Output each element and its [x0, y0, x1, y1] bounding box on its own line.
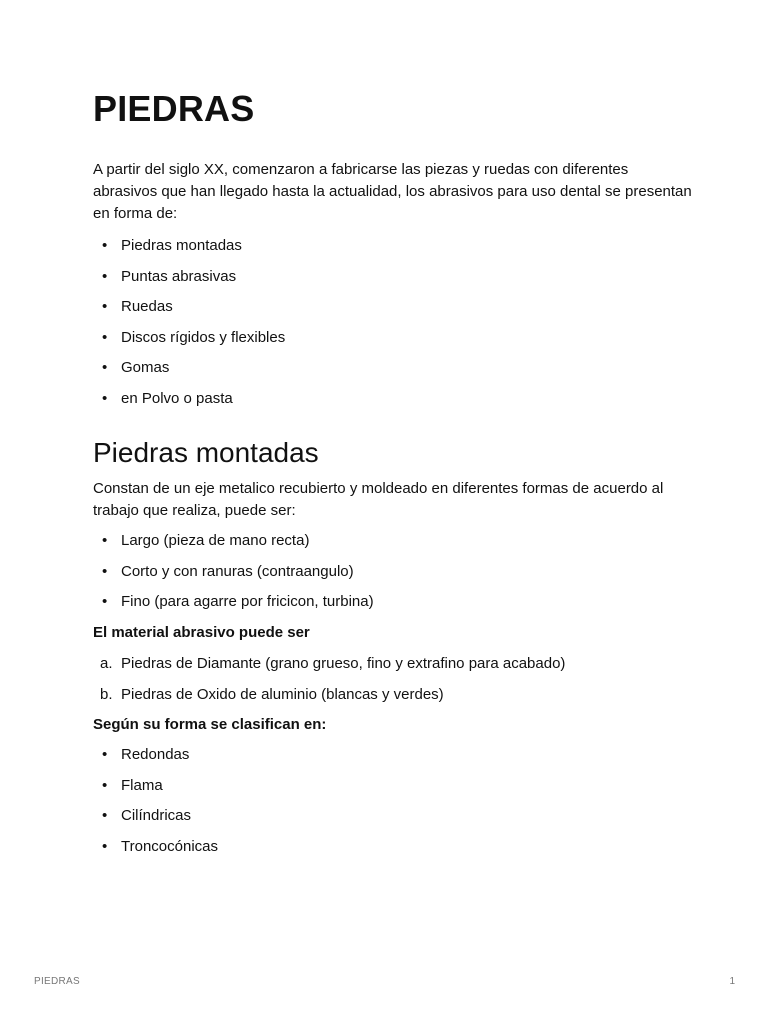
list-item: • Fino (para agarre por fricicon, turbina): [93, 591, 693, 622]
list-item: • Cilíndricas: [93, 805, 693, 836]
intro-paragraph: A partir del siglo XX, comenzaron a fabricarse las piezas y ruedas con diferentes abrasivos que han llegado hasta la actualidad, los abrasivos para uso dental se presentan en forma de:: [93, 161, 692, 222]
bullet-icon: •: [102, 746, 108, 763]
list-item: • Troncocónicas: [93, 836, 693, 867]
list-item: • Piedras montadas: [93, 235, 693, 266]
bullet-icon: •: [102, 389, 108, 407]
material-label: El material abrasivo puede ser: [93, 624, 310, 641]
list-item: • en Polvo o pasta: [93, 388, 693, 419]
bullet-icon: •: [102, 359, 108, 376]
bullet-icon: •: [102, 562, 108, 580]
list-marker: a.: [100, 655, 113, 672]
bullet-icon: •: [102, 298, 108, 315]
bullet-icon: •: [102, 237, 108, 254]
list-item: • Puntas abrasivas: [93, 266, 693, 297]
list-item: • Gomas: [93, 357, 693, 388]
bullet-icon: •: [102, 807, 108, 824]
list-item: • Corto y con ranuras (contraangulo): [93, 561, 693, 592]
bullet-icon: •: [102, 532, 108, 549]
list-item: • Redondas: [93, 744, 693, 775]
footer-title: PIEDRAS: [34, 976, 81, 987]
bullet-icon: •: [102, 328, 108, 346]
list-item: • Largo (pieza de mano recta): [93, 530, 693, 561]
bullet-icon: •: [102, 776, 108, 794]
document-title: PIEDRAS: [93, 88, 255, 129]
list-item: b. Piedras de Oxido de aluminio (blancas y verdes): [93, 684, 693, 715]
bullet-icon: •: [102, 593, 108, 610]
types-list: [93, 530, 693, 622]
list-item: • Flama: [93, 775, 693, 806]
forms-list: [93, 235, 693, 418]
section-heading: Piedras montadas: [93, 437, 319, 468]
list-item: a. Piedras de Diamante (grano grueso, fino y extrafino para acabado): [93, 653, 693, 684]
shapes-list: [93, 744, 693, 866]
section-paragraph: Constan de un eje metalico recubierto y moldeado en diferentes formas de acuerdo al trabajo que realiza, puede ser:: [93, 480, 664, 519]
list-item: • Discos rígidos y flexibles: [93, 327, 693, 358]
bullet-icon: •: [102, 267, 108, 285]
list-item: • Ruedas: [93, 296, 693, 327]
materials-list: [93, 653, 693, 714]
list-marker: b.: [100, 685, 113, 703]
shape-label: Según su forma se clasifican en:: [93, 716, 327, 733]
bullet-icon: •: [102, 837, 108, 855]
page-number: 1: [729, 976, 735, 987]
